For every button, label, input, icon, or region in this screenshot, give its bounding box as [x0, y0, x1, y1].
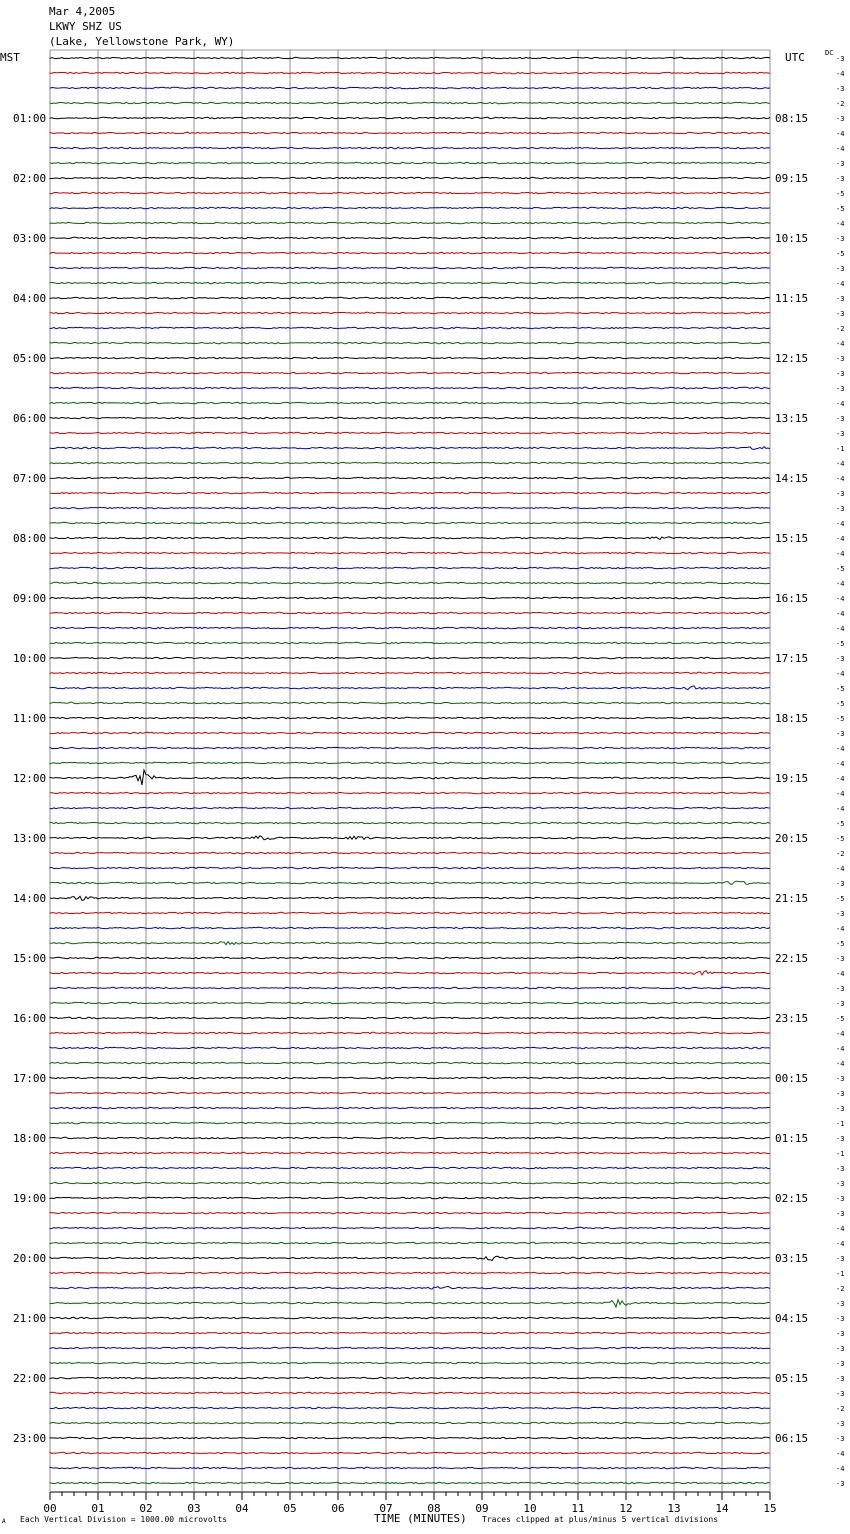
dc-offset-label: -5 — [836, 205, 845, 213]
trace-line — [50, 642, 770, 643]
left-hour-label: 05:00 — [13, 352, 47, 365]
station-label: LKWY SHZ US — [49, 20, 122, 33]
x-tick-label: 00 — [43, 1502, 57, 1515]
trace-line — [50, 1407, 770, 1408]
trace-line — [50, 957, 770, 958]
right-hour-label: 06:15 — [775, 1432, 809, 1445]
dc-offset-label: -3 — [836, 1390, 845, 1398]
dc-offset-label: -4 — [836, 340, 845, 348]
dc-offset-label: -4 — [836, 790, 845, 798]
trace-line — [50, 507, 770, 508]
trace-line — [50, 987, 770, 988]
trace-line — [50, 417, 770, 418]
trace-line — [50, 1286, 770, 1289]
dc-offset-label: -4 — [836, 1240, 845, 1248]
dc-offset-label: -3 — [836, 1360, 845, 1368]
right-hour-label: 15:15 — [775, 532, 809, 545]
dc-offset-label: -3 — [836, 415, 845, 423]
right-hour-label: 21:15 — [775, 892, 809, 905]
dc-offset-label: -3 — [836, 1075, 845, 1083]
trace-line — [50, 612, 770, 613]
right-hour-label: 01:15 — [775, 1132, 809, 1145]
x-tick-label: 13 — [667, 1502, 681, 1515]
trace-line — [50, 312, 770, 313]
trace-line — [50, 282, 770, 283]
trace-line — [50, 387, 770, 388]
trace-line — [50, 117, 770, 118]
left-hour-label: 16:00 — [13, 1012, 47, 1025]
dc-offset-label: -3 — [836, 1090, 845, 1098]
trace-line — [50, 477, 770, 478]
left-hour-label: 03:00 — [13, 232, 47, 245]
trace-line — [50, 132, 770, 133]
trace-line — [50, 1092, 770, 1093]
trace-line — [50, 177, 770, 178]
trace-line — [50, 1347, 770, 1348]
clip-note: Traces clipped at plus/minus 5 vertical divisions — [482, 1515, 719, 1524]
dc-offset-label: -3 — [836, 1105, 845, 1113]
left-hour-label: 17:00 — [13, 1072, 47, 1085]
dc-offset-label: -4 — [836, 280, 845, 288]
trace-line — [50, 1392, 770, 1393]
dc-offset-label: -5 — [836, 835, 845, 843]
trace-line — [50, 702, 770, 703]
dc-offset-label: -4 — [836, 220, 845, 228]
dc-offset-label: -4 — [836, 400, 845, 408]
left-hour-label: 04:00 — [13, 292, 47, 305]
trace-line — [50, 567, 770, 568]
corner-mark: A — [2, 1518, 6, 1525]
trace-line — [50, 1242, 770, 1243]
left-hour-label: 12:00 — [13, 772, 47, 785]
trace-line — [50, 162, 770, 163]
right-hour-label: 13:15 — [775, 412, 809, 425]
date-label: Mar 4,2005 — [49, 5, 116, 18]
trace-line — [50, 537, 770, 540]
trace-line — [50, 770, 770, 785]
trace-line — [50, 252, 770, 253]
trace-line — [50, 627, 770, 628]
dc-offset-label: -3 — [836, 1000, 845, 1008]
right-hour-label: 17:15 — [775, 652, 809, 665]
dc-offset-label: -3 — [836, 1480, 845, 1488]
trace-line — [50, 747, 770, 748]
dc-offset-label: -5 — [836, 895, 845, 903]
trace-line — [50, 1137, 770, 1138]
dc-offset-label: -3 — [836, 910, 845, 918]
dc-offset-label: -5 — [836, 190, 845, 198]
dc-offset-label: -4 — [836, 1030, 845, 1038]
dc-offset-label: -4 — [836, 460, 845, 468]
dc-offset-label: -4 — [836, 595, 845, 603]
dc-offset-label: -4 — [836, 760, 845, 768]
location-label: (Lake, Yellowstone Park, WY) — [49, 35, 235, 48]
dc-offset-label: -4 — [836, 625, 845, 633]
trace-line — [50, 492, 770, 493]
dc-offset-label: -4 — [836, 145, 845, 153]
x-tick-label: 11 — [571, 1502, 585, 1515]
right-hour-label: 10:15 — [775, 232, 809, 245]
right-hour-label: 14:15 — [775, 472, 809, 485]
trace-line — [50, 867, 770, 868]
x-tick-label: 12 — [619, 1502, 633, 1515]
trace-line — [50, 447, 770, 450]
dc-offset-label: -2 — [836, 325, 845, 333]
dc-offset-label: -4 — [836, 670, 845, 678]
dc-offset-label: -4 — [836, 745, 845, 753]
dc-offset-label: -5 — [836, 940, 845, 948]
dc-offset-label: -3 — [836, 235, 845, 243]
trace-line — [50, 792, 770, 793]
left-hour-label: 01:00 — [13, 112, 47, 125]
right-hour-label: 08:15 — [775, 112, 809, 125]
dc-offset-label: -3 — [836, 175, 845, 183]
trace-line — [50, 672, 770, 673]
dc-offset-label: -3 — [836, 85, 845, 93]
trace-line — [50, 1077, 770, 1078]
dc-offset-label: -3 — [836, 730, 845, 738]
dc-offset-label: -4 — [836, 775, 845, 783]
dc-offset-label: -3 — [836, 1255, 845, 1263]
trace-line — [50, 432, 770, 433]
dc-offset-label: -3 — [836, 55, 845, 63]
dc-offset-label: -3 — [836, 1195, 845, 1203]
dc-offset-label: -3 — [836, 1435, 845, 1443]
dc-offset-label: -3 — [836, 1420, 845, 1428]
left-hour-label: 06:00 — [13, 412, 47, 425]
dc-offset-label: -3 — [836, 1165, 845, 1173]
left-hour-label: 10:00 — [13, 652, 47, 665]
left-hour-label: 19:00 — [13, 1192, 47, 1205]
dc-offset-label: -5 — [836, 820, 845, 828]
dc-offset-label: -3 — [836, 430, 845, 438]
trace-line — [50, 297, 770, 298]
dc-offset-label: -5 — [836, 715, 845, 723]
x-tick-label: 06 — [331, 1502, 345, 1515]
trace-line — [50, 1227, 770, 1228]
dc-offset-label: -3 — [836, 355, 845, 363]
dc-offset-label: -3 — [836, 505, 845, 513]
trace-line — [50, 686, 770, 690]
trace-line — [50, 1212, 770, 1213]
right-hour-label: 23:15 — [775, 1012, 809, 1025]
trace-line — [50, 1482, 770, 1483]
trace-line — [50, 1332, 770, 1333]
dc-offset-label: -3 — [836, 1135, 845, 1143]
dc-offset-label: -1 — [836, 1150, 845, 1158]
left-hour-label: 07:00 — [13, 472, 47, 485]
trace-line — [50, 237, 770, 238]
dc-offset-label: -4 — [836, 1045, 845, 1053]
trace-line — [50, 896, 770, 900]
dc-offset-label: -4 — [836, 535, 845, 543]
trace-line — [50, 717, 770, 718]
dc-offset-label: -2 — [836, 1285, 845, 1293]
dc-offset-label: -3 — [836, 880, 845, 888]
dc-offset-label: -3 — [836, 385, 845, 393]
trace-line — [50, 1002, 770, 1003]
left-hour-label: 22:00 — [13, 1372, 47, 1385]
dc-offset-label: -3 — [836, 1345, 845, 1353]
dc-offset-label: -4 — [836, 130, 845, 138]
trace-line — [50, 1047, 770, 1048]
dc-offset-label: -5 — [836, 250, 845, 258]
trace-line — [50, 1317, 770, 1318]
left-timezone-label: MST — [0, 51, 20, 64]
left-hour-label: 13:00 — [13, 832, 47, 845]
trace-line — [50, 1362, 770, 1363]
x-tick-label: 15 — [763, 1502, 777, 1515]
x-tick-label: 07 — [379, 1502, 393, 1515]
dc-offset-label: -4 — [836, 1450, 845, 1458]
dc-offset-label: -5 — [836, 640, 845, 648]
trace-line — [50, 1437, 770, 1438]
dc-offset-label: -3 — [836, 1180, 845, 1188]
right-timezone-label: UTC — [785, 51, 805, 64]
dc-offset-label: -3 — [836, 1330, 845, 1338]
dc-offset-label: -4 — [836, 805, 845, 813]
left-hour-label: 09:00 — [13, 592, 47, 605]
trace-line — [50, 1452, 770, 1453]
left-hour-label: 23:00 — [13, 1432, 47, 1445]
left-hour-label: 02:00 — [13, 172, 47, 185]
trace-line — [50, 912, 770, 913]
trace-line — [50, 1062, 770, 1063]
trace-line — [50, 1256, 770, 1260]
trace-line — [50, 1197, 770, 1198]
right-hour-label: 22:15 — [775, 952, 809, 965]
dc-offset-label: -1 — [836, 1120, 845, 1128]
dc-offset-label: -3 — [836, 1300, 845, 1308]
right-hour-label: 18:15 — [775, 712, 809, 725]
left-hour-label: 21:00 — [13, 1312, 47, 1325]
dc-offset-label: -5 — [836, 1015, 845, 1023]
trace-line — [50, 1182, 770, 1183]
trace-line — [50, 1467, 770, 1468]
trace-line — [50, 222, 770, 223]
trace-line — [50, 762, 770, 763]
dc-offset-label: -4 — [836, 1225, 845, 1233]
dc-offset-label: -4 — [836, 520, 845, 528]
trace-line — [50, 72, 770, 73]
dc-offset-label: -3 — [836, 1375, 845, 1383]
trace-line — [50, 582, 770, 583]
right-hour-label: 02:15 — [775, 1192, 809, 1205]
right-hour-label: 03:15 — [775, 1252, 809, 1265]
dc-offset-label: -1 — [836, 1270, 845, 1278]
trace-line — [50, 657, 770, 658]
trace-line — [50, 207, 770, 208]
dc-offset-label: -5 — [836, 565, 845, 573]
trace-line — [50, 807, 770, 808]
dc-offset-label: -3 — [836, 1210, 845, 1218]
trace-line — [50, 402, 770, 403]
trace-line — [50, 552, 770, 553]
x-tick-label: 09 — [475, 1502, 489, 1515]
trace-line — [50, 102, 770, 103]
trace-line — [50, 1017, 770, 1018]
dc-offset-label: -5 — [836, 685, 845, 693]
trace-line — [50, 836, 770, 840]
right-hour-label: 00:15 — [775, 1072, 809, 1085]
dc-offset-label: -3 — [836, 985, 845, 993]
x-tick-label: 03 — [187, 1502, 201, 1515]
trace-line — [50, 342, 770, 343]
dc-offset-label: -4 — [836, 475, 845, 483]
dc-offset-label: -3 — [836, 490, 845, 498]
trace-line — [50, 1107, 770, 1108]
trace-line — [50, 852, 770, 853]
dc-offset-label: -3 — [836, 115, 845, 123]
trace-line — [50, 971, 770, 975]
trace-line — [50, 147, 770, 148]
right-hour-label: 12:15 — [775, 352, 809, 365]
dc-offset-label: -4 — [836, 925, 845, 933]
x-tick-label: 01 — [91, 1502, 105, 1515]
trace-line — [50, 732, 770, 733]
dc-offset-label: -1 — [836, 445, 845, 453]
x-tick-label: 02 — [139, 1502, 153, 1515]
trace-line — [50, 1377, 770, 1378]
trace-line — [50, 1122, 770, 1123]
trace-line — [50, 927, 770, 928]
left-hour-label: 15:00 — [13, 952, 47, 965]
dc-offset-label: -3 — [836, 265, 845, 273]
trace-line — [50, 1032, 770, 1033]
x-tick-label: 08 — [427, 1502, 441, 1515]
x-tick-label: 05 — [283, 1502, 297, 1515]
dc-offset-label: -3 — [836, 160, 845, 168]
x-tick-label: 14 — [715, 1502, 729, 1515]
trace-line — [50, 1272, 770, 1273]
right-hour-label: 09:15 — [775, 172, 809, 185]
trace-line — [50, 942, 770, 945]
dc-offset-label: -4 — [836, 970, 845, 978]
trace-line — [50, 192, 770, 193]
trace-line — [50, 597, 770, 598]
right-hour-label: 05:15 — [775, 1372, 809, 1385]
dc-offset-label: -2 — [836, 100, 845, 108]
right-hour-label: 04:15 — [775, 1312, 809, 1325]
trace-line — [50, 87, 770, 88]
trace-line — [50, 372, 770, 373]
trace-line — [50, 267, 770, 268]
dc-offset-label: -3 — [836, 310, 845, 318]
trace-line — [50, 881, 770, 884]
trace-line — [50, 522, 770, 523]
left-hour-label: 11:00 — [13, 712, 47, 725]
right-hour-label: 11:15 — [775, 292, 809, 305]
right-hour-label: 20:15 — [775, 832, 809, 845]
dc-offset-label: -3 — [836, 1315, 845, 1323]
x-tick-label: 10 — [523, 1502, 537, 1515]
dc-offset-label: -4 — [836, 865, 845, 873]
trace-line — [50, 57, 770, 58]
trace-line — [50, 1300, 770, 1307]
dc-offset-label: -3 — [836, 955, 845, 963]
dc-offset-label: -4 — [836, 580, 845, 588]
x-axis-label: TIME (MINUTES) — [374, 1512, 467, 1525]
trace-line — [50, 1152, 770, 1153]
right-hour-label: 16:15 — [775, 592, 809, 605]
trace-line — [50, 1422, 770, 1423]
dc-offset-label: -4 — [836, 550, 845, 558]
scale-note: Each Vertical Division = 1000.00 microvolts — [20, 1515, 228, 1524]
dc-label: DC — [825, 49, 834, 57]
dc-offset-label: -3 — [836, 370, 845, 378]
trace-line — [50, 1167, 770, 1168]
right-hour-label: 19:15 — [775, 772, 809, 785]
dc-offset-label: -2 — [836, 1405, 845, 1413]
left-hour-label: 14:00 — [13, 892, 47, 905]
x-tick-label: 04 — [235, 1502, 249, 1515]
dc-offset-label: -5 — [836, 700, 845, 708]
dc-offset-label: -3 — [836, 655, 845, 663]
trace-line — [50, 822, 770, 823]
left-hour-label: 20:00 — [13, 1252, 47, 1265]
dc-offset-label: -2 — [836, 850, 845, 858]
dc-offset-label: -4 — [836, 610, 845, 618]
left-hour-label: 08:00 — [13, 532, 47, 545]
dc-offset-label: -4 — [836, 1060, 845, 1068]
left-hour-label: 18:00 — [13, 1132, 47, 1145]
trace-line — [50, 462, 770, 463]
dc-offset-label: -3 — [836, 295, 845, 303]
trace-line — [50, 357, 770, 358]
dc-offset-label: -4 — [836, 1465, 845, 1473]
dc-offset-label: -4 — [836, 70, 845, 78]
trace-line — [50, 327, 770, 328]
